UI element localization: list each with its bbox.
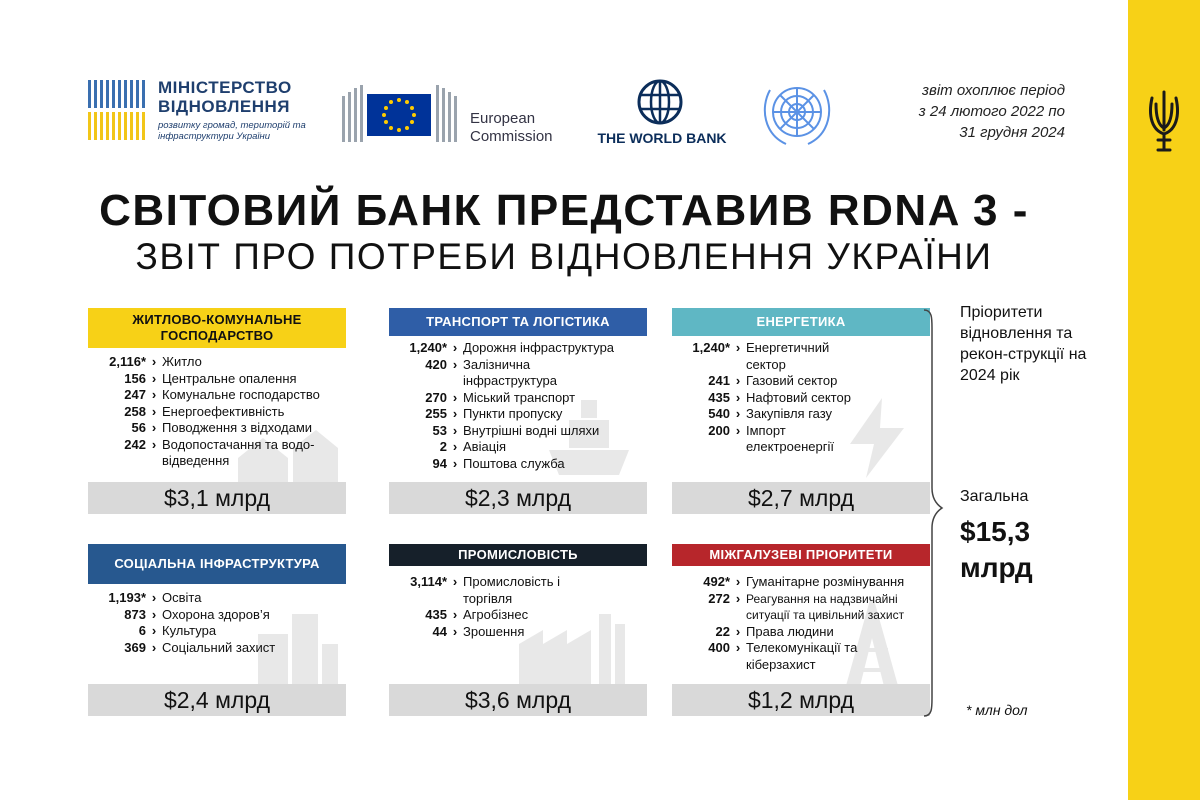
item-label: Водопостачання та водо-відведення: [162, 436, 315, 468]
list-item: [389, 574, 647, 607]
item-value: 1,240*: [409, 340, 447, 355]
item-value: 1,193*: [108, 590, 146, 605]
report-period-line1: звіт охоплює період: [922, 82, 1065, 99]
item-value: 369: [124, 639, 146, 655]
ministry-title-line2: ВІДНОВЛЕННЯ: [158, 97, 291, 116]
ministry-subtitle: розвитку громад, територій та інфраструктури України: [158, 120, 306, 142]
item-label: Нафтовий сектор: [746, 389, 851, 405]
item-label: Центральне опалення: [162, 370, 297, 386]
item-label: Імпорт електроенергії: [746, 422, 834, 454]
item-label: Закупівля газу: [746, 406, 833, 421]
item-value: 492*: [703, 574, 730, 589]
chevron-right-icon: ›: [735, 590, 741, 606]
chevron-right-icon: ›: [452, 455, 458, 471]
item-label: Охорона здоров’я: [162, 606, 270, 622]
chevron-right-icon: ›: [151, 623, 157, 638]
list-item: [389, 439, 647, 456]
item-value: 1,240*: [692, 340, 730, 355]
item-value: 435: [708, 389, 730, 405]
list-item: [88, 387, 346, 404]
chevron-right-icon: ›: [735, 373, 741, 388]
item-label: Газовий сектор: [746, 373, 838, 388]
list-item: [389, 624, 647, 641]
report-period-line2: з 24 лютого 2022 по: [918, 103, 1065, 120]
ec-building-icon: [340, 82, 460, 144]
item-value: 247: [124, 387, 146, 402]
footnote: * млн дол: [966, 702, 1028, 718]
item-label: Дорожня інфраструктура: [463, 340, 615, 355]
panel-total: $1,2 млрд: [672, 684, 930, 716]
item-label: Житло: [162, 354, 202, 369]
list-item: [88, 420, 346, 437]
list-item: [389, 423, 647, 440]
main-title: СВІТОВИЙ БАНК ПРЕДСТАВИВ RDNA 3 -: [99, 186, 1029, 235]
world-bank-globe-icon: [636, 78, 684, 126]
item-value: 53: [432, 422, 447, 438]
list-item: [88, 607, 346, 624]
chevron-right-icon: ›: [151, 639, 157, 655]
list-item: [389, 456, 647, 473]
panel-title: ТРАНСПОРТ ТА ЛОГІСТИКА: [389, 308, 647, 336]
item-label: Права людини: [746, 623, 834, 639]
list-item: [672, 406, 930, 423]
chevron-right-icon: ›: [452, 340, 458, 355]
chevron-right-icon: ›: [452, 574, 458, 589]
list-item: [672, 591, 930, 624]
chevron-right-icon: ›: [151, 370, 157, 386]
ministry-emblem-icon: [88, 80, 150, 140]
brace-divider: [922, 308, 944, 718]
chevron-right-icon: ›: [735, 389, 741, 405]
item-label: Міський транспорт: [463, 389, 576, 405]
list-item: [672, 640, 930, 673]
panel-total: $2,3 млрд: [389, 482, 647, 514]
list-item: [88, 623, 346, 640]
panel-title: ЕНЕРГЕТИКА: [672, 308, 930, 336]
item-value: 156: [124, 370, 146, 386]
chevron-right-icon: ›: [735, 406, 741, 421]
item-value: 3,114*: [410, 574, 447, 589]
item-value: 873: [124, 606, 146, 622]
panel-total: $3,1 млрд: [88, 482, 346, 514]
list-item: [389, 340, 647, 357]
total-label: Загальна: [960, 488, 1029, 505]
chevron-right-icon: ›: [735, 340, 741, 355]
panel-cross-sector: [672, 544, 930, 716]
item-value: 400: [708, 640, 730, 655]
panel-energy: [672, 308, 930, 514]
chevron-right-icon: ›: [735, 574, 741, 589]
chevron-right-icon: ›: [151, 606, 157, 622]
list-item: [88, 590, 346, 607]
list-item: [389, 607, 647, 624]
list-item: [389, 357, 647, 390]
panel-items: [672, 340, 930, 456]
item-value: 242: [124, 436, 146, 452]
item-label: Агробізнес: [463, 607, 529, 622]
list-item: [389, 406, 647, 423]
trident-icon: [1146, 90, 1182, 154]
item-label: Зрошення: [463, 623, 525, 639]
panel-total: $2,7 млрд: [672, 482, 930, 514]
panel-title: СОЦІАЛЬНА ІНФРАСТРУКТУРА: [88, 544, 346, 584]
panel-title: ЖИТЛОВО-КОМУНАЛЬНЕ ГОСПОДАРСТВО: [88, 308, 346, 348]
report-period-line3: 31 грудня 2024: [959, 124, 1065, 141]
list-item: [672, 624, 930, 641]
total-value: $15,3 млрд: [960, 516, 1033, 583]
item-value: 272: [708, 590, 730, 606]
panel-title: ПРОМИСЛОВІСТЬ: [389, 544, 647, 566]
chevron-right-icon: ›: [151, 590, 157, 605]
item-label: Енергетичний сектор: [746, 340, 830, 372]
item-label: Пункти пропуску: [463, 406, 563, 421]
world-bank-name: THE WORLD BANK: [597, 130, 727, 146]
panel-industry: [389, 544, 647, 716]
chevron-right-icon: ›: [151, 420, 157, 435]
list-item: [88, 404, 346, 421]
item-value: 6: [138, 623, 146, 638]
list-item: [88, 437, 346, 470]
item-label: Культура: [162, 623, 217, 638]
panel-items: [88, 354, 346, 470]
chevron-right-icon: ›: [452, 422, 458, 438]
main-subtitle: ЗВІТ ПРО ПОТРЕБИ ВІДНОВЛЕННЯ УКРАЇНИ: [135, 236, 993, 277]
list-item: [672, 574, 930, 591]
chevron-right-icon: ›: [151, 354, 157, 369]
panel-items: [389, 574, 647, 640]
ministry-logo: [88, 78, 318, 148]
item-label: Комунальне господарство: [162, 387, 320, 402]
item-value: 56: [131, 420, 146, 435]
chevron-right-icon: ›: [452, 607, 458, 622]
european-commission-logo: [340, 82, 570, 144]
chevron-right-icon: ›: [452, 356, 458, 372]
panel-total: $2,4 млрд: [88, 684, 346, 716]
item-label: Телекомунікації та кіберзахист: [746, 640, 858, 672]
ec-name-line2: Commission: [470, 128, 553, 145]
ministry-title: [158, 78, 292, 116]
report-period: [860, 80, 1065, 143]
un-emblem-icon: [758, 78, 836, 150]
list-item: [672, 373, 930, 390]
chevron-right-icon: ›: [735, 640, 741, 655]
item-label: Внутрішні водні шляхи: [463, 422, 600, 438]
item-value: 94: [432, 455, 447, 471]
world-bank-logo: [592, 78, 732, 148]
item-label: Реагування на надзвичайні ситуації та цивільний захист: [746, 591, 905, 622]
list-item: [672, 340, 930, 373]
item-value: 241: [708, 373, 730, 388]
panel-social: [88, 544, 346, 716]
item-label: Енергоефективність: [162, 403, 285, 419]
chevron-right-icon: ›: [151, 436, 157, 452]
ec-name-line1: European: [470, 110, 536, 127]
ec-name: [470, 110, 553, 146]
chevron-right-icon: ›: [151, 403, 157, 419]
list-item: [88, 354, 346, 371]
item-value: 2: [439, 439, 447, 454]
chevron-right-icon: ›: [452, 439, 458, 454]
chevron-right-icon: ›: [452, 623, 458, 639]
panel-housing: [88, 308, 346, 514]
item-value: 258: [124, 403, 146, 419]
priorities-caption: Пріоритети відновлення та рекон-струкції на 2024 рік: [960, 304, 1087, 384]
item-label: Соціальний захист: [162, 639, 276, 655]
panel-items: [389, 340, 647, 472]
chevron-right-icon: ›: [452, 406, 458, 421]
item-value: 22: [715, 623, 730, 639]
chevron-right-icon: ›: [452, 389, 458, 405]
panel-transport: [389, 308, 647, 514]
panel-total: $3,6 млрд: [389, 684, 647, 716]
item-label: Поштова служба: [463, 455, 565, 471]
item-value: 420: [425, 356, 447, 372]
list-item: [672, 423, 930, 456]
list-item: [88, 371, 346, 388]
chevron-right-icon: ›: [151, 387, 157, 402]
item-value: 200: [708, 422, 730, 438]
item-label: Залізнична інфраструктура: [463, 356, 558, 388]
item-value: 2,116*: [109, 354, 146, 369]
item-label: Гуманітарне розмінування: [746, 574, 905, 589]
item-value: 44: [432, 623, 447, 639]
item-value: 255: [425, 406, 447, 421]
item-label: Освіта: [162, 590, 202, 605]
list-item: [672, 390, 930, 407]
item-value: 435: [425, 607, 447, 622]
panel-items: [88, 590, 346, 656]
item-value: 540: [708, 406, 730, 421]
panel-items: [672, 574, 930, 673]
chevron-right-icon: ›: [735, 623, 741, 639]
item-label: Авіація: [463, 439, 507, 454]
item-label: Промисловість і торгівля: [463, 574, 560, 606]
ministry-title-line1: МІНІСТЕРСТВО: [158, 78, 292, 97]
panel-title: МІЖГАЛУЗЕВІ ПРІОРИТЕТИ: [672, 544, 930, 566]
chevron-right-icon: ›: [735, 422, 741, 438]
item-value: 270: [425, 389, 447, 405]
item-label: Поводження з відходами: [162, 420, 313, 435]
list-item: [389, 390, 647, 407]
list-item: [88, 640, 346, 657]
